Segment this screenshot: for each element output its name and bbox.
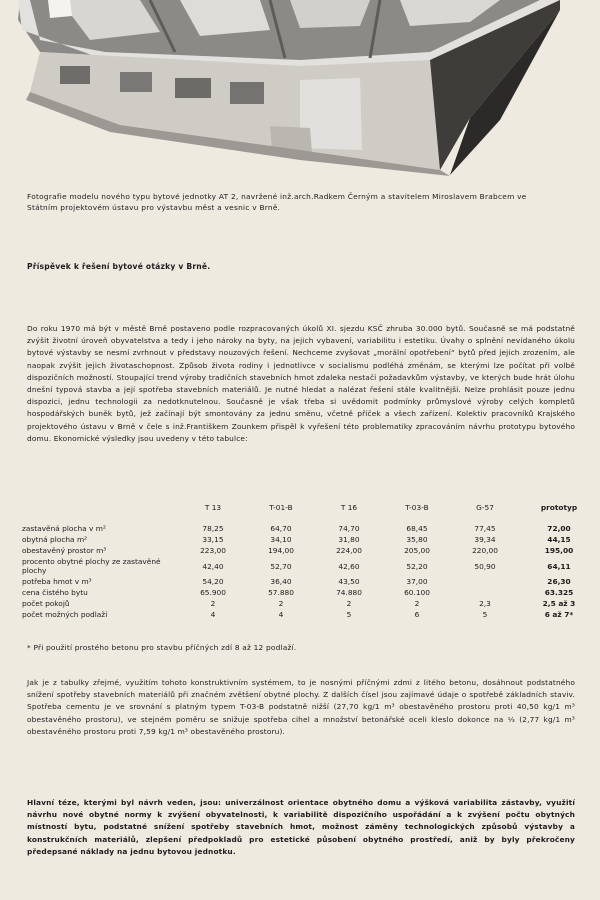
table-cell: 64,70 bbox=[270, 524, 292, 533]
table-cell: 224,00 bbox=[336, 546, 362, 555]
comparison-table bbox=[22, 499, 599, 620]
table-cell: 33,15 bbox=[202, 535, 224, 544]
table-cell: 6 bbox=[414, 610, 420, 619]
table-row bbox=[22, 523, 599, 534]
row-label: počet pokojů bbox=[22, 599, 70, 608]
table-row bbox=[22, 556, 599, 576]
table-cell: 43,50 bbox=[338, 577, 360, 586]
table-cell: 36,40 bbox=[270, 577, 292, 586]
table-header: T-01-B bbox=[269, 502, 293, 512]
table-header-row bbox=[22, 499, 599, 515]
table-cell: 68,45 bbox=[406, 524, 428, 533]
row-label: počet možných podlaží bbox=[22, 610, 108, 619]
table-cell: 77,45 bbox=[474, 524, 496, 533]
table-cell-prototype: 63.325 bbox=[544, 588, 574, 597]
table-cell: 220,00 bbox=[472, 546, 498, 555]
table-cell: 54,20 bbox=[202, 577, 224, 586]
table-cell: 39,34 bbox=[474, 535, 496, 544]
table-header-prototype: prototyp bbox=[540, 502, 578, 512]
table-header: T-03-B bbox=[405, 502, 429, 512]
table-cell: 194,00 bbox=[268, 546, 294, 555]
row-label: cena čistého bytu bbox=[22, 588, 88, 597]
row-label: procento obytné plochy ze zastavěné plochy bbox=[22, 557, 161, 575]
table-cell: 78,25 bbox=[202, 524, 224, 533]
row-label: obestavěný prostor m³ bbox=[22, 546, 107, 555]
table-cell-prototype: 195,00 bbox=[544, 546, 574, 555]
table-cell: 205,00 bbox=[404, 546, 430, 555]
table-header: T 16 bbox=[340, 502, 358, 512]
photo-caption: Fotografie modelu nového typu bytové jednotky AT 2, navržené inž.arch.Radkem Černým a stavitelem Miroslavem Brabcem ve Státním projektovém ústavu pro výstavbu měst a vesnic v Brně. bbox=[27, 192, 527, 212]
table-cell: 5 bbox=[346, 610, 352, 619]
table-row bbox=[22, 587, 599, 598]
table-cell: 35,80 bbox=[406, 535, 428, 544]
table-cell: 5 bbox=[482, 610, 488, 619]
table-row bbox=[22, 609, 599, 620]
table-cell: 52,20 bbox=[406, 561, 428, 571]
table-cell-prototype: 6 až 7* bbox=[544, 610, 574, 619]
table-cell: 2 bbox=[414, 599, 420, 608]
table-cell-prototype: 2,5 až 3 bbox=[542, 599, 576, 608]
section-title: Příspěvek k řešení bytové otázky v Brně. bbox=[27, 262, 211, 271]
table-row bbox=[22, 534, 599, 545]
table-cell: 57.880 bbox=[268, 588, 294, 597]
table-cell: 52,70 bbox=[270, 561, 292, 571]
row-label: obytná plocha m² bbox=[22, 535, 88, 544]
table-footnote: * Při použití prostého betonu pro stavbu příčných zdí 8 až 12 podlaží. bbox=[27, 643, 297, 652]
table-cell-prototype: 72,00 bbox=[547, 524, 571, 533]
row-label: zastavěná plocha v m² bbox=[22, 524, 106, 533]
table-cell bbox=[451, 576, 519, 587]
table-cell-prototype: 26,30 bbox=[547, 577, 571, 586]
table-cell: 42,40 bbox=[202, 561, 224, 571]
table-row bbox=[22, 545, 599, 556]
paragraph-intro: Do roku 1970 má být v městě Brně postaveno podle rozpracovaných úkolů XI. sjezdu KSČ zhruba 30.000 bytů. Současně se má podstatně zvýšit životní úroveň obyvatelstva a tedy i jeho nároky na byty, na jejich vybavení, variabilitu i estetiku. Úvahy o splnění nevídaného úkolu bytové výstavby se nesmí zvrhnout v představy nouzových řešení. Nechceme zvyšovat „morální opotřebení“ bytů před jejich zrozením, ale naopak zvýšit jejich životaschopnost. Způsob života rodiny i jednotlivce v socialismu podléhá změnám, se kterými lze počítat při volbě dispozičních možností. Stoupající trend výroby tradičních stavebních hmot zdaleka nestačí požadavkům výstavby, ve kterých bude hrát úlohu dnešní typová stavba a její spotřeba stavebních materiálů. Je nutné hledat a nalézat řešení stále kvalitnější. Nelze prohlásit pouze jednu dispozici, jednu technologii za nedotknutelnou. Současně je však třeba si uvědomit podmínky průmyslové výroby celých kompletů hospodářských buněk bytů, jež začínají být smontovány za jednu směnu, včetně příček a všech zařízení. Kolektiv pracovníků Krajského projektového ústavu v Brně v čele s inž.Františkem Zounkem přispěl k vyřešení této problematiky zpracováním návrhu prototypu bytového domu. Ekonomické výsledky jsou uvedeny v této tabulce: bbox=[27, 324, 575, 443]
model-photograph bbox=[0, 0, 600, 182]
table-cell-prototype: 44,15 bbox=[547, 535, 571, 544]
table-cell: 50,90 bbox=[474, 561, 496, 571]
table-cell: 31,80 bbox=[338, 535, 360, 544]
table-cell: 74,70 bbox=[338, 524, 360, 533]
table-cell: 42,60 bbox=[338, 561, 360, 571]
table-row bbox=[22, 576, 599, 587]
paragraph-theses: Hlavní téze, kterými byl návrh veden, jsou: univerzálnost orientace obytného domu a výšková variabilita zástavby, využití návrhu nové obytné normy k zvýšení obyvatelnosti, k variabilitě dispozičního uspořádání a k zvýšení počtu obytných místností bytu, podstatné snížení spotřeby stavebních hmot, možnost záměny technologických způsobů výstavby a konstrukčních materiálů, zlepšení předpokladů pro estetické působení obytného prostředí, aniž by byly překročeny předepsané náklady na jednu bytovou jednotku. bbox=[27, 798, 575, 856]
table-cell: 2 bbox=[346, 599, 352, 608]
table-cell-prototype: 64,11 bbox=[547, 561, 571, 571]
table-cell: 4 bbox=[278, 610, 284, 619]
table-cell: 2 bbox=[210, 599, 216, 608]
paragraph-results: Jak je z tabulky zřejmé, využitím tohoto konstruktivním systémem, to je nosnými příčnými zdmi z litého betonu, dosáhnout podstatného snížení spotřeby stavebních materiálů při značném zvětšení obytné plochy. Z dalších čísel jsou zajímavé údaje o spotřebě základních staviv. Spotřeba cementu je ve srovnání s platným typem T-03-B podstatně nižší (27,70 kg/1 m³ obestavěného prostoru proti 40,50 kg/1 m³ obestavěného prostoru), ve stejném poměru se snižuje spotřeba cihel a množství betonářské oceli kleslo dokonce na ⅓ (2,77 kg/1 m³ obestavěného prostoru proti 7,59 kg/1 m³ obestavěného prostoru). bbox=[27, 678, 575, 736]
table-row bbox=[22, 598, 599, 609]
table-cell: 223,00 bbox=[200, 546, 226, 555]
table-header: G-57 bbox=[476, 502, 494, 512]
row-label: potřeba hmot v m³ bbox=[22, 577, 92, 586]
table-cell: 2,3 bbox=[479, 599, 491, 608]
table-header: T 13 bbox=[204, 502, 222, 512]
table-cell: 65.900 bbox=[200, 588, 226, 597]
table-cell: 60.100 bbox=[404, 588, 430, 597]
table-cell: 37,00 bbox=[406, 577, 428, 586]
table-cell: 34,10 bbox=[270, 535, 292, 544]
table-cell: 2 bbox=[278, 599, 284, 608]
table-cell: 4 bbox=[210, 610, 216, 619]
table-cell: 74.880 bbox=[336, 588, 362, 597]
table-cell bbox=[451, 587, 519, 598]
